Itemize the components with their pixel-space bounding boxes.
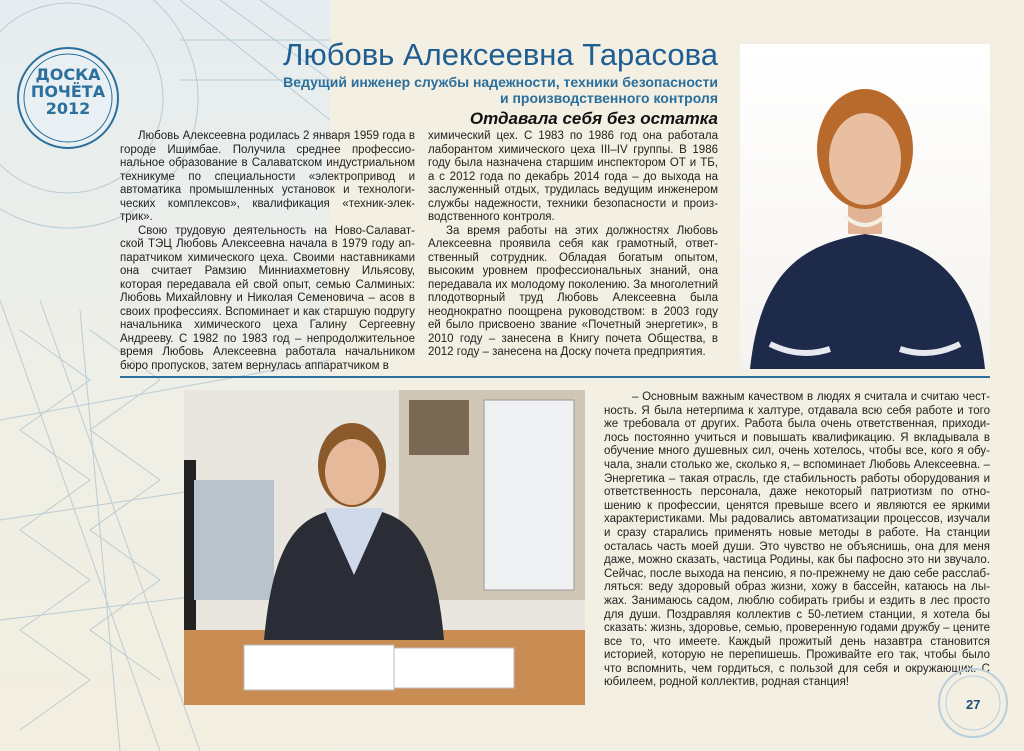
office-illustration <box>184 390 585 705</box>
person-name: Любовь Алексеевна Тарасова <box>283 37 718 72</box>
article-column-1 <box>120 130 415 373</box>
article-subtitle: Отдавала себя без остатка <box>469 109 718 128</box>
office-photo <box>184 390 585 705</box>
article-paragraph: Любовь Алексеевна родилась 2 января 1959 года в городе Ишимбае. Получила среднее профессиональное образование в Салаватском индустриальном техникуме по специальности «электропривод и автоматика промышленных установок и технологических комплексов», квалификация «техник-электрик». <box>120 130 415 223</box>
position-line-1: Ведущий инженер службы надежности, техники безопасности <box>283 74 718 90</box>
article-paragraph: химический цех. С 1983 по 1986 год она работала лаборантом химического цеха III–IV группы. В 1986 году была назначена старшим инспектором ОТ и ТБ, а с 2012 года по декабрь 2014 года – до выхода на заслуженный отдых, трудилась ведущим инженером службы надежности, техники безопасности и производственного контроля. <box>428 130 718 223</box>
page-number: 27 <box>966 697 981 712</box>
quote-text <box>604 391 990 690</box>
badge-line-2: ПОЧЁТА <box>30 82 106 101</box>
honor-board-badge <box>14 44 122 152</box>
article-column-2 <box>428 130 718 360</box>
badge-year: 2012 <box>45 99 91 118</box>
person-position <box>278 74 718 106</box>
article-paragraph: За время работы на этих должностях Любовь Алексеевна проявила себя как грамотный, ответственный сотрудник. Обладая богатым опытом, высоким уровнем профессиональных знаний, она передавала их молодому поколению. За многолетний плодотворный труд Любовь Алексеевна была неоднократно поощрена руководством: в 2003 году ей было присвоено звание «Почетный энергетик», в 2010 году – занесена в Книгу почета Общества, в 2012 году – занесена на Доску почета предприятия. <box>428 224 718 358</box>
article-paragraph: Свою трудовую деятельность на Ново-Салаватской ТЭЦ Любовь Алексеевна начала в 1979 году аппаратчиком химического цеха. Своими наставниками она считает Рамзию Минниахметовну Ильясову, которая передавала ей свой опыт, семью Салминых: Любовь Михайловну и Николая Семеновича – асов в своих профессиях. Вспоминает и как старшую подругу начальника химического цеха Галину Сергеевну Андрееву. С 1982 по 1983 год – непродолжительное время Любовь Алексеевна работала начальником бюро пропусков, затем вернулась аппаратчиком в <box>120 224 415 372</box>
quote-paragraph: – Основным важным качеством в людях я считала и считаю честность. Я была нетерпима к халтуре, отдавала всю себя работе и того же требовала от других. Работа была очень ответственная, приходилось постоянно учиться и повышать квалификацию. Я вкладывала в обучение много душевных сил, очень хотелось, чтобы все, кого я обучала, знали столько же, сколько я, – вспоминает Любовь Алексеевна. – Энергетика – такая отрасль, где стабильность работы оборудования и ответственность персонала, даже некоторый патриотизм по отношению к профессии, ценятся превыше всего и являются ее яркими характеристиками. Мы радовались автоматизации процессов, изучали и сразу старались применять новые методы в работе. На станции осталась часть моей души. Это чувство не объяснишь, она для меня даже, можно сказать, частица Родины, как бы пафосно это ни звучало. Сейчас, после выхода на пенсию, я по-прежнему не даю себе расслабляться: веду здоровый образ жизни, хожу в бассейн, катаюсь на лыжах. Занимаюсь садом, люблю собирать грибы и ездить в лес просто для души. Поздравляя коллектив с 50-летием станции, я хотела бы сказать: жизнь, здоровье, семью, проверенную годами дружбу – цените все то, что имеете. Каждый прожитый день назавтра становится историей, которую не перепишешь. Проживайте его так, чтобы было что вспомнить, чем гордиться, с пользой для себя и окружающих. С юбилеем, родной коллектив, родная станция! <box>604 391 990 689</box>
portrait-illustration <box>740 44 990 369</box>
portrait-photo <box>740 44 990 369</box>
section-divider <box>120 376 990 378</box>
position-line-2: и производственного контроля <box>499 90 718 106</box>
badge-line-1: ДОСКА <box>35 65 101 84</box>
